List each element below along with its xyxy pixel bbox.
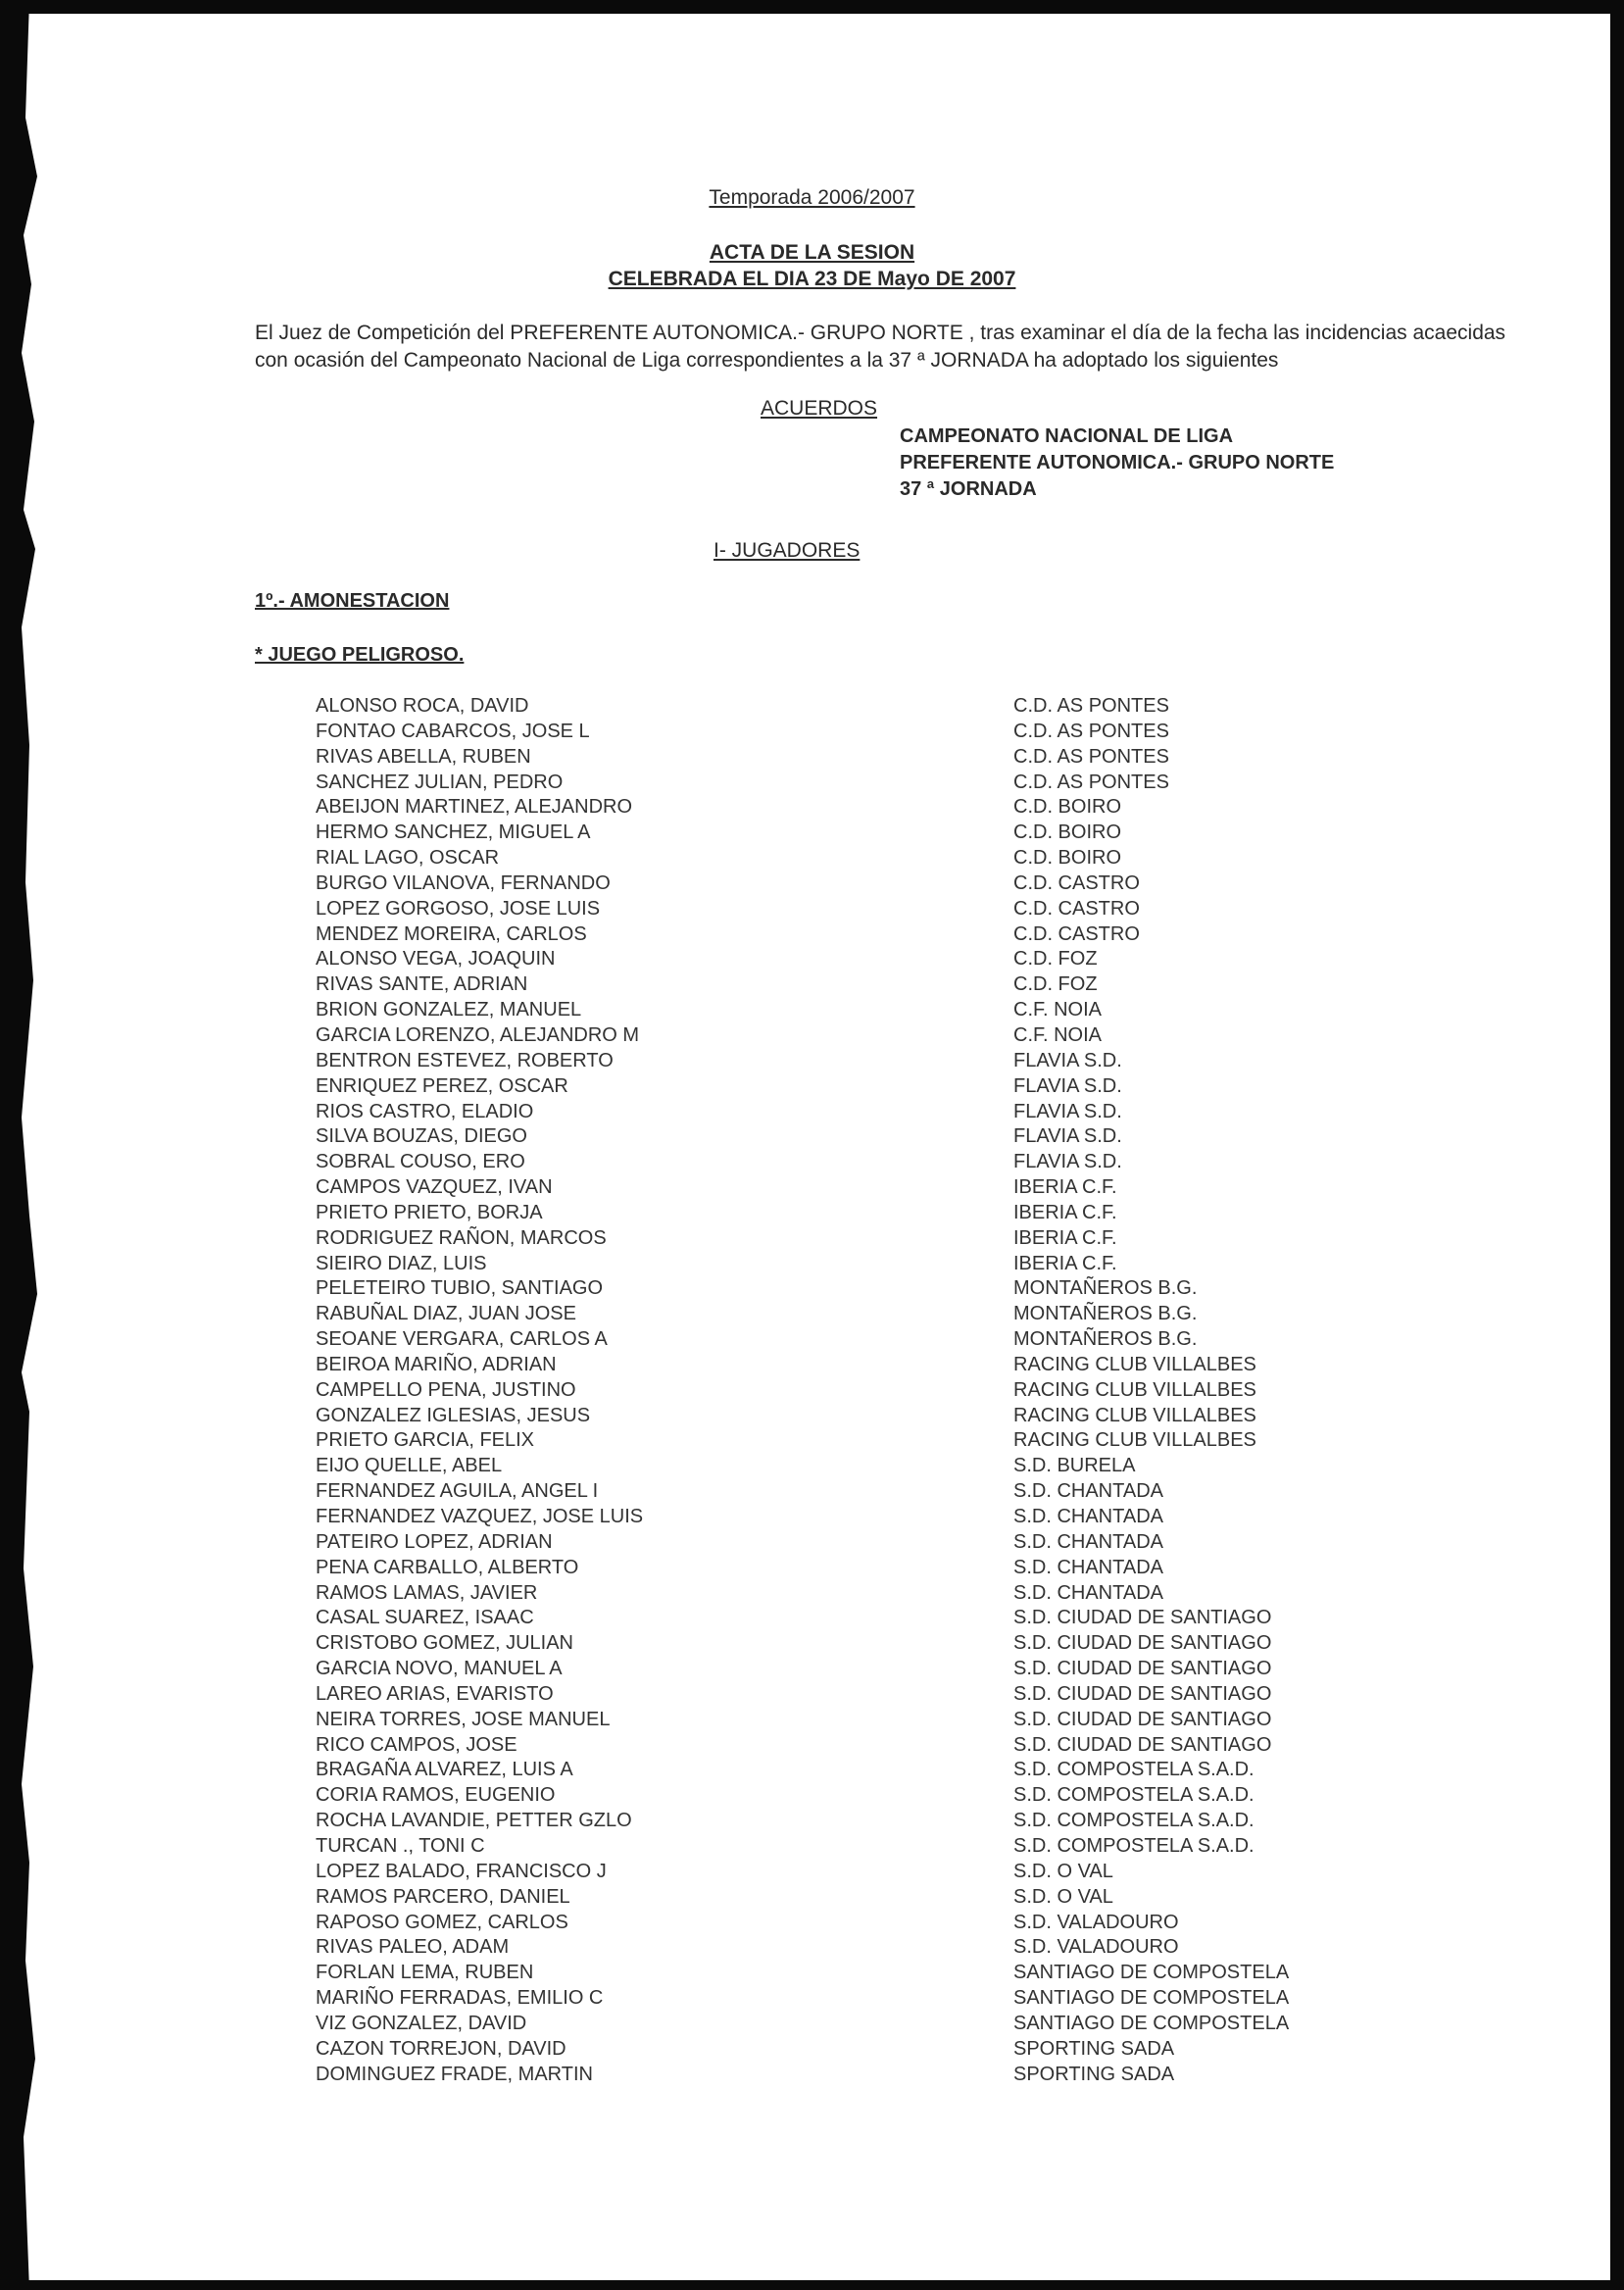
- player-name: BENTRON ESTEVEZ, ROBERTO: [316, 1049, 614, 1071]
- list-item: [316, 1175, 1394, 1201]
- player-club: RACING CLUB VILLALBES: [1013, 1404, 1256, 1426]
- player-club: C.D. AS PONTES: [1013, 695, 1169, 717]
- player-name: TURCAN ., TONI C: [316, 1834, 485, 1857]
- player-club: C.F. NOIA: [1013, 1023, 1103, 1046]
- list-item: [316, 1961, 1394, 1986]
- player-club: MONTAÑEROS B.G.: [1013, 1328, 1198, 1351]
- player-club: FLAVIA S.D.: [1013, 1125, 1122, 1148]
- player-club: SANTIAGO DE COMPOSTELA: [1013, 1962, 1290, 1984]
- player-name: CORIA RAMOS, EUGENIO: [316, 1784, 556, 1807]
- list-item: [316, 1657, 1394, 1682]
- player-name: NEIRA TORRES, JOSE MANUEL: [316, 1708, 611, 1730]
- list-item: [316, 2012, 1394, 2037]
- list-item: [316, 1124, 1394, 1150]
- player-name: PENA CARBALLO, ALBERTO: [316, 1556, 579, 1578]
- player-name: RAMOS LAMAS, JAVIER: [316, 1581, 538, 1604]
- player-name: CRISTOBO GOMEZ, JULIAN: [316, 1632, 573, 1655]
- acta-title: [0, 239, 1624, 292]
- player-name: RIOS CASTRO, ELADIO: [316, 1100, 534, 1122]
- player-name: RAPOSO GOMEZ, CARLOS: [316, 1911, 568, 1933]
- player-name: SILVA BOUZAS, DIEGO: [316, 1125, 527, 1148]
- player-club: FLAVIA S.D.: [1013, 1049, 1122, 1071]
- player-club: S.D. COMPOSTELA S.A.D.: [1013, 1784, 1255, 1807]
- player-name: BEIROA MARIÑO, ADRIAN: [316, 1353, 557, 1375]
- list-item: [316, 1834, 1394, 1860]
- list-item: [316, 922, 1394, 948]
- player-club: RACING CLUB VILLALBES: [1013, 1429, 1256, 1452]
- list-item: [316, 1353, 1394, 1378]
- acta-line-1: ACTA DE LA SESION: [709, 241, 915, 264]
- player-name: MARIÑO FERRADAS, EMILIO C: [316, 1987, 604, 2010]
- player-club: C.D. CASTRO: [1013, 922, 1140, 945]
- player-club: S.D. CHANTADA: [1013, 1480, 1163, 1503]
- infraction-title: * JUEGO PELIGROSO.: [255, 644, 465, 666]
- player-name: CAMPELLO PENA, JUSTINO: [316, 1378, 576, 1401]
- list-item: [316, 1708, 1394, 1733]
- player-club: S.D. CIUDAD DE SANTIAGO: [1013, 1708, 1272, 1730]
- player-name: SANCHEZ JULIAN, PEDRO: [316, 771, 564, 793]
- player-name: SIEIRO DIAZ, LUIS: [316, 1252, 487, 1274]
- list-item: [316, 694, 1394, 720]
- player-club: S.D. O VAL: [1013, 1885, 1113, 1908]
- list-item: [316, 1631, 1394, 1657]
- player-club: C.D. BOIRO: [1013, 821, 1122, 844]
- player-club: IBERIA C.F.: [1013, 1252, 1117, 1274]
- player-club: S.D. CIUDAD DE SANTIAGO: [1013, 1682, 1272, 1705]
- player-name: RICO CAMPOS, JOSE: [316, 1733, 517, 1756]
- list-item: [316, 1226, 1394, 1252]
- player-club: S.D. CHANTADA: [1013, 1581, 1163, 1604]
- player-club: C.D. BOIRO: [1013, 847, 1122, 870]
- player-name: RIVAS ABELLA, RUBEN: [316, 745, 531, 768]
- list-item: [316, 745, 1394, 771]
- championship-line-1: CAMPEONATO NACIONAL DE LIGA: [900, 425, 1234, 447]
- player-name: PELETEIRO TUBIO, SANTIAGO: [316, 1277, 604, 1300]
- intro-paragraph: El Juez de Competición del PREFERENTE AUTONOMICA.- GRUPO NORTE , tras examinar el día de la fecha las incidencias acaecidas con ocasión del Campeonato Nacional de Liga correspondientes a la 37 ª JORNADA ha adoptado los siguientes: [255, 322, 1506, 372]
- player-club: SANTIAGO DE COMPOSTELA: [1013, 2012, 1290, 2034]
- subsection-title: 1º.- AMONESTACION: [255, 590, 450, 612]
- player-name: GONZALEZ IGLESIAS, JESUS: [316, 1404, 591, 1426]
- player-club: MONTAÑEROS B.G.: [1013, 1277, 1198, 1300]
- player-club: FLAVIA S.D.: [1013, 1074, 1122, 1097]
- player-name: SEOANE VERGARA, CARLOS A: [316, 1328, 608, 1351]
- player-name: LOPEZ GORGOSO, JOSE LUIS: [316, 897, 601, 920]
- list-item: [316, 821, 1394, 846]
- list-item: [316, 1860, 1394, 1885]
- list-item: [316, 1783, 1394, 1809]
- list-item: [316, 1378, 1394, 1404]
- player-club: S.D. VALADOURO: [1013, 1936, 1179, 1959]
- player-name: CAZON TORREJON, DAVID: [316, 2037, 566, 2060]
- list-item: [316, 2037, 1394, 2063]
- player-club: C.F. NOIA: [1013, 999, 1103, 1021]
- player-club: S.D. CIUDAD DE SANTIAGO: [1013, 1658, 1272, 1680]
- player-name: ROCHA LAVANDIE, PETTER GZLO: [316, 1810, 632, 1832]
- player-name: BRAGAÑA ALVAREZ, LUIS A: [316, 1759, 573, 1781]
- list-item: [316, 972, 1394, 998]
- list-item: [316, 1911, 1394, 1936]
- player-name: PRIETO GARCIA, FELIX: [316, 1429, 535, 1452]
- player-club: MONTAÑEROS B.G.: [1013, 1303, 1198, 1325]
- section-title: I- JUGADORES: [714, 539, 861, 562]
- list-item: [316, 998, 1394, 1023]
- list-item: [316, 1809, 1394, 1834]
- player-club: C.D. CASTRO: [1013, 871, 1140, 894]
- list-item: [316, 2063, 1394, 2088]
- player-club: S.D. CIUDAD DE SANTIAGO: [1013, 1632, 1272, 1655]
- list-item: [316, 1201, 1394, 1226]
- list-item: [316, 1682, 1394, 1708]
- acuerdos-label: ACUERDOS: [761, 397, 878, 420]
- player-club: C.D. FOZ: [1013, 948, 1098, 971]
- player-name: HERMO SANCHEZ, MIGUEL A: [316, 821, 591, 844]
- player-club: RACING CLUB VILLALBES: [1013, 1378, 1256, 1401]
- player-club: S.D. O VAL: [1013, 1860, 1113, 1882]
- list-item: [316, 1556, 1394, 1581]
- season-title: Temporada 2006/2007: [709, 186, 915, 209]
- player-name: GARCIA LORENZO, ALEJANDRO M: [316, 1023, 640, 1046]
- player-name: MENDEZ MOREIRA, CARLOS: [316, 922, 587, 945]
- list-item: [316, 1100, 1394, 1125]
- player-club: S.D. BURELA: [1013, 1455, 1136, 1477]
- list-item: [316, 1885, 1394, 1911]
- list-item: [316, 1530, 1394, 1556]
- player-club: C.D. FOZ: [1013, 973, 1098, 996]
- list-item: [316, 1733, 1394, 1759]
- player-name: PATEIRO LOPEZ, ADRIAN: [316, 1530, 553, 1553]
- player-club: FLAVIA S.D.: [1013, 1100, 1122, 1122]
- player-name: ALONSO ROCA, DAVID: [316, 695, 529, 717]
- list-item: [316, 1302, 1394, 1327]
- player-club: S.D. COMPOSTELA S.A.D.: [1013, 1759, 1255, 1781]
- list-item: [316, 1479, 1394, 1505]
- list-item: [316, 771, 1394, 796]
- player-club: IBERIA C.F.: [1013, 1201, 1117, 1223]
- list-item: [316, 1327, 1394, 1353]
- player-name: BRION GONZALEZ, MANUEL: [316, 999, 582, 1021]
- player-name: ALONSO VEGA, JOAQUIN: [316, 948, 556, 971]
- list-item: [316, 1758, 1394, 1783]
- list-item: [316, 1986, 1394, 2012]
- championship-line-2: PREFERENTE AUTONOMICA.- GRUPO NORTE: [900, 452, 1335, 473]
- player-club: SANTIAGO DE COMPOSTELA: [1013, 1987, 1290, 2010]
- player-club: C.D. CASTRO: [1013, 897, 1140, 920]
- list-item: [316, 720, 1394, 745]
- list-item: [316, 1252, 1394, 1277]
- list-item: [316, 1581, 1394, 1607]
- player-name: EIJO QUELLE, ABEL: [316, 1455, 503, 1477]
- player-name: GARCIA NOVO, MANUEL A: [316, 1658, 563, 1680]
- player-name: RIVAS PALEO, ADAM: [316, 1936, 510, 1959]
- player-list: [316, 694, 1394, 2087]
- player-name: ABEIJON MARTINEZ, ALEJANDRO: [316, 796, 633, 819]
- player-name: RIAL LAGO, OSCAR: [316, 847, 500, 870]
- player-name: FONTAO CABARCOS, JOSE L: [316, 720, 590, 742]
- list-item: [316, 947, 1394, 972]
- player-name: ENRIQUEZ PEREZ, OSCAR: [316, 1074, 568, 1097]
- player-club: FLAVIA S.D.: [1013, 1151, 1122, 1173]
- player-name: FORLAN LEMA, RUBEN: [316, 1962, 534, 1984]
- player-club: C.D. AS PONTES: [1013, 745, 1169, 768]
- player-name: RAMOS PARCERO, DANIEL: [316, 1885, 570, 1908]
- list-item: [316, 1505, 1394, 1530]
- list-item: [316, 1074, 1394, 1100]
- player-club: SPORTING SADA: [1013, 2063, 1175, 2085]
- championship-line-3: 37 ª JORNADA: [900, 478, 1037, 500]
- list-item: [316, 1276, 1394, 1302]
- player-name: VIZ GONZALEZ, DAVID: [316, 2012, 527, 2034]
- player-name: FERNANDEZ AGUILA, ANGEL I: [316, 1480, 599, 1503]
- player-club: S.D. COMPOSTELA S.A.D.: [1013, 1810, 1255, 1832]
- player-name: BURGO VILANOVA, FERNANDO: [316, 871, 611, 894]
- list-item: [316, 1150, 1394, 1175]
- player-club: RACING CLUB VILLALBES: [1013, 1353, 1256, 1375]
- player-club: C.D. AS PONTES: [1013, 720, 1169, 742]
- player-name: SOBRAL COUSO, ERO: [316, 1151, 525, 1173]
- list-item: [316, 1023, 1394, 1049]
- list-item: [316, 871, 1394, 897]
- torn-left-edge: [0, 0, 39, 2290]
- player-club: IBERIA C.F.: [1013, 1176, 1117, 1199]
- list-item: [316, 1049, 1394, 1074]
- player-name: LOPEZ BALADO, FRANCISCO J: [316, 1860, 607, 1882]
- player-club: S.D. CHANTADA: [1013, 1506, 1163, 1527]
- player-name: RIVAS SANTE, ADRIAN: [316, 973, 528, 996]
- player-club: S.D. VALADOURO: [1013, 1911, 1179, 1933]
- acta-line-2: CELEBRADA EL DIA 23 DE Mayo DE 2007: [608, 268, 1016, 290]
- list-item: [316, 897, 1394, 922]
- player-name: PRIETO PRIETO, BORJA: [316, 1201, 543, 1223]
- player-name: DOMINGUEZ FRADE, MARTIN: [316, 2063, 593, 2085]
- player-club: S.D. CIUDAD DE SANTIAGO: [1013, 1607, 1272, 1629]
- player-club: S.D. CIUDAD DE SANTIAGO: [1013, 1733, 1272, 1756]
- player-name: LAREO ARIAS, EVARISTO: [316, 1682, 554, 1705]
- championship-block: [900, 423, 1334, 503]
- player-club: SPORTING SADA: [1013, 2037, 1175, 2060]
- list-item: [316, 1606, 1394, 1631]
- player-name: FERNANDEZ VAZQUEZ, JOSE LUIS: [316, 1506, 644, 1527]
- player-club: C.D. BOIRO: [1013, 796, 1122, 819]
- player-club: IBERIA C.F.: [1013, 1226, 1117, 1249]
- player-club: S.D. CHANTADA: [1013, 1556, 1163, 1578]
- player-club: S.D. COMPOSTELA S.A.D.: [1013, 1834, 1255, 1857]
- player-name: CAMPOS VAZQUEZ, IVAN: [316, 1176, 553, 1199]
- player-name: RODRIGUEZ RAÑON, MARCOS: [316, 1226, 607, 1249]
- player-club: S.D. CHANTADA: [1013, 1530, 1163, 1553]
- list-item: [316, 1428, 1394, 1454]
- list-item: [316, 846, 1394, 871]
- list-item: [316, 1454, 1394, 1479]
- list-item: [316, 795, 1394, 821]
- player-name: RABUÑAL DIAZ, JUAN JOSE: [316, 1303, 576, 1325]
- player-name: CASAL SUAREZ, ISAAC: [316, 1607, 534, 1629]
- list-item: [316, 1935, 1394, 1961]
- list-item: [316, 1404, 1394, 1429]
- player-club: C.D. AS PONTES: [1013, 771, 1169, 793]
